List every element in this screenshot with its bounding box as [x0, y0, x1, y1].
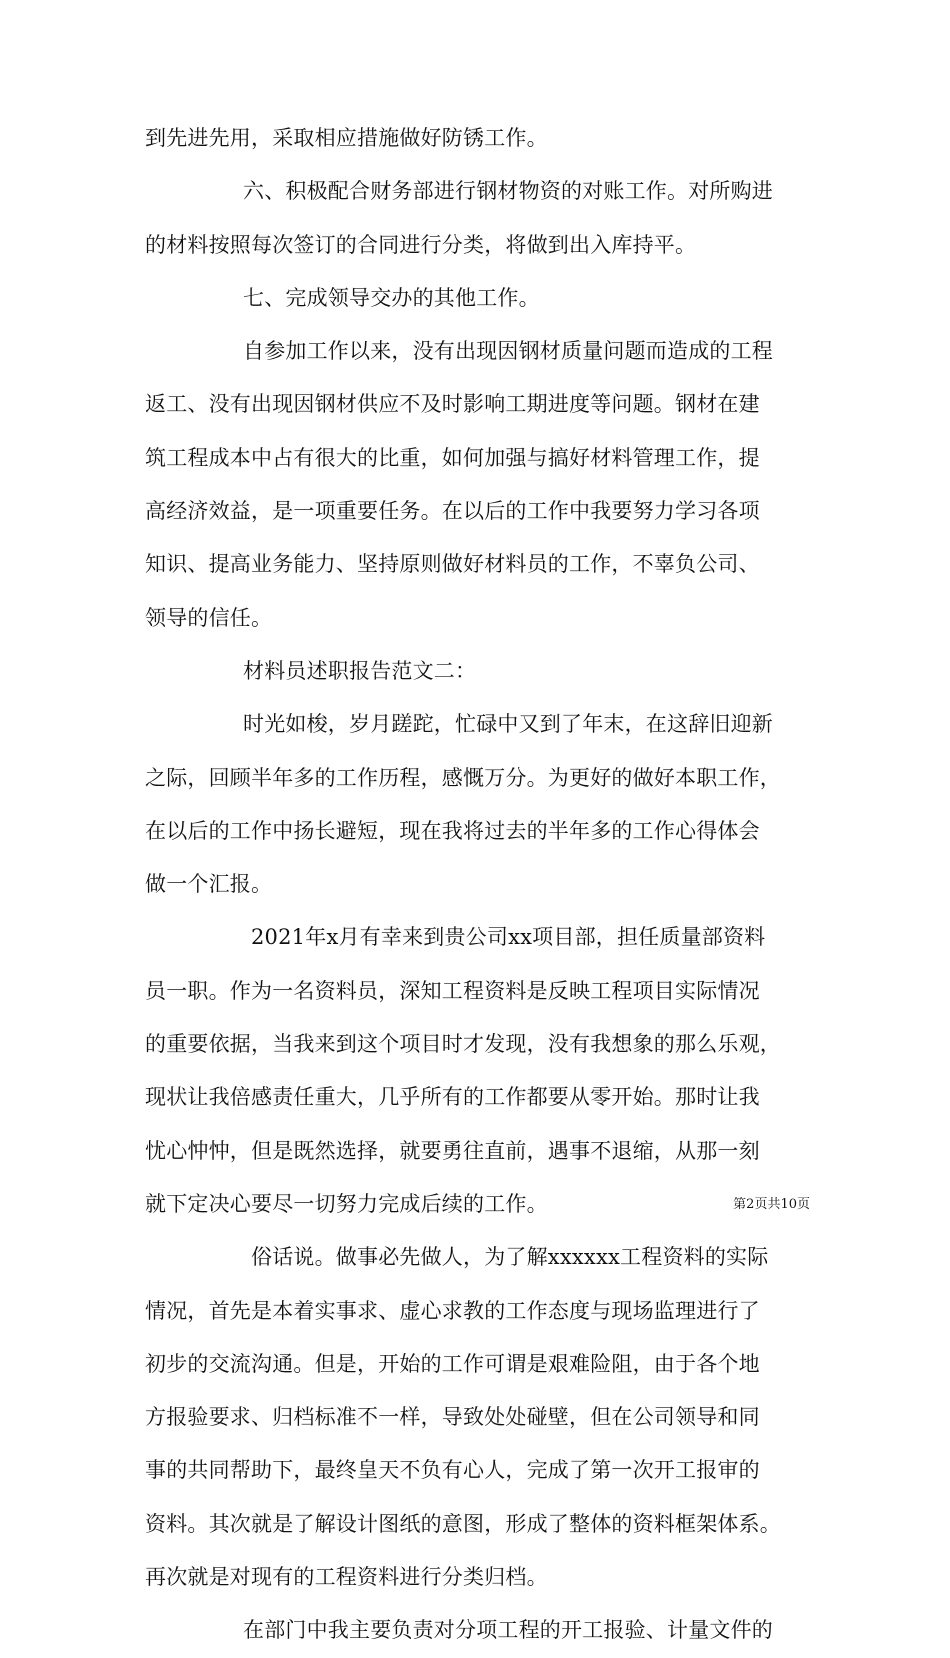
- text-line: 现状让我倍感责任重大，几乎所有的工作都要从零开始。那时让我: [145, 1085, 760, 1110]
- text-line: 忧心忡忡，但是既然选择，就要勇往直前，遇事不退缩，从那一刻: [145, 1138, 760, 1163]
- text-line: 的重要依据，当我来到这个项目时才发现，没有我想象的那么乐观，: [145, 1032, 781, 1057]
- text-line: 时光如梭，岁月蹉跎，忙碌中又到了年末，在这辞旧迎新: [243, 712, 773, 737]
- text-line: 到先进先用，采取相应措施做好防锈工作。: [145, 126, 548, 150]
- document-body: [145, 112, 813, 1658]
- text-line: 俗话说。做事必先做人，为了解xxxxxx工程资料的实际: [251, 1245, 769, 1270]
- text-line: 在以后的工作中扬长避短，现在我将过去的半年多的工作心得体会: [145, 818, 760, 843]
- text-line: 高经济效益，是一项重要任务。在以后的工作中我要努力学习各项: [145, 499, 760, 524]
- text-line: 初步的交流沟通。但是，开始的工作可谓是艰难险阻，由于各个地: [145, 1351, 760, 1376]
- page-number: 第2页共10页: [733, 1197, 810, 1212]
- text-line: 方报验要求、归档标准不一样，导致处处碰壁，但在公司领导和同: [145, 1405, 760, 1430]
- text-line: 领导的信任。: [145, 605, 273, 630]
- text-line: 六、积极配合财务部进行钢材物资的对账工作。对所购进: [243, 179, 773, 204]
- text-line: 做一个汇报。: [145, 872, 273, 897]
- section-heading: 材料员述职报告范文二：: [243, 658, 477, 683]
- text-line: 就下定决心要尽一切努力完成后续的工作。: [145, 1191, 548, 1216]
- text-line: 资料。其次就是了解设计图纸的意图，形成了整体的资料框架体系。: [145, 1511, 781, 1536]
- text-line: 在部门中我主要负责对分项工程的开工报验、计量文件的: [243, 1618, 773, 1643]
- text-line: 员一职。作为一名资料员，深知工程资料是反映工程项目实际情况: [145, 978, 760, 1003]
- text-line: 再次就是对现有的工程资料进行分类归档。: [145, 1565, 548, 1590]
- text-line: 返工、没有出现因钢材供应不及时影响工期进度等问题。钢材在建: [145, 392, 760, 417]
- text-line: 知识、提高业务能力、坚持原则做好材料员的工作，不辜负公司、: [145, 552, 760, 577]
- text-line: 的材料按照每次签订的合同进行分类，将做到出入库持平。: [145, 232, 697, 257]
- text-line: 自参加工作以来，没有出现因钢材质量问题而造成的工程: [243, 339, 773, 364]
- text-line: 2021年x月有幸来到贵公司xx项目部，担任质量部资料: [251, 925, 766, 950]
- text-line: 情况，首先是本着实事求、虚心求教的工作态度与现场监理进行了: [145, 1298, 760, 1323]
- text-line: 事的共同帮助下，最终皇天不负有心人，完成了第一次开工报审的: [145, 1458, 760, 1483]
- text-line: 七、完成领导交办的其他工作。: [243, 285, 540, 310]
- text-line: 筑工程成本中占有很大的比重，如何加强与搞好材料管理工作，提: [145, 445, 760, 470]
- text-line: 之际，回顾半年多的工作历程，感慨万分。为更好的做好本职工作，: [145, 765, 781, 790]
